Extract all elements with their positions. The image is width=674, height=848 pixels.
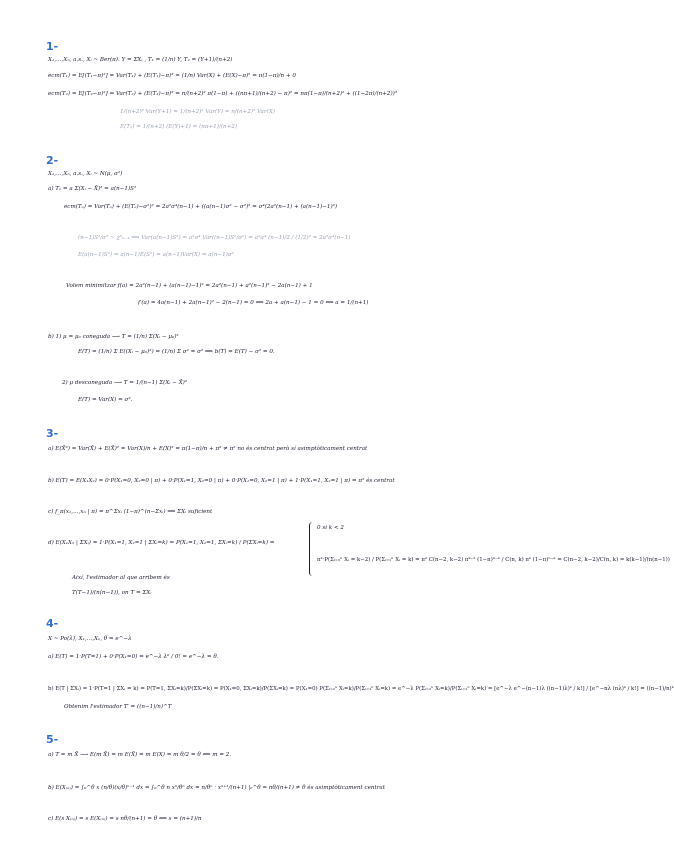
text-line: Obtenim l'estimador T′ = ((n−1)/n)^T bbox=[64, 704, 172, 710]
text-line: b) 1) μ = μ₀ coneguda ⟶ T = (1/n) Σ(Xᵢ − μ₀)² bbox=[48, 334, 179, 340]
text-line: d) E(X₁X₂ | ΣXᵢ) = 1·P(X₁=1, X₂=1 | ΣXᵢ=k) = P(X₁=1, X₂=1, ΣXᵢ=k) / P(ΣXᵢ=k) = bbox=[48, 540, 275, 546]
section-number: 4- bbox=[46, 617, 59, 630]
text-line: Volem minimitzar f(a) = 2a²(n−1) + (a(n−1)−1)² = 2a²(n−1) + a²(n−1)² − 2a(n−1) + 1 bbox=[66, 283, 313, 289]
text-line: 2) μ desconeguda ⟶ T = 1/(n−1) Σ(Xᵢ − X̄)² bbox=[62, 380, 188, 386]
text-line: E(T₂) = 1/(n+2) (E(Y)+1) = (nπ+1)/(n+2) bbox=[120, 124, 238, 130]
text-line: c) f_π(x₁,…,xₙ | π) = π^Σxᵢ (1−π)^(n−Σxᵢ) ⟹ ΣXᵢ suficient bbox=[48, 509, 213, 515]
text-line: ecm(T₂) = E[(T₂−π)²] = Var(T₂) + (E(T₂)−π)² = n/(n+2)² π(1−π) + ((nπ+1)/(n+2) − π)² = nπ(1−π)/(n+2)² + ((1−2π)/(n+2))² bbox=[48, 91, 398, 97]
text-line: a) Tₐ = a Σ(Xᵢ − X̄)² = a(n−1)S² bbox=[48, 186, 137, 192]
text-line: Així, l'estimador al que arribem és bbox=[72, 575, 170, 581]
text-line: 0 si k < 2 bbox=[317, 525, 344, 531]
section-number: 1- bbox=[46, 40, 59, 53]
text-line: E(a(n−1)S²) = a(n−1)E(S²) = a(n−1)Var(X) = a(n−1)σ² bbox=[78, 252, 234, 258]
text-line: a) T = m X̄ ⟶ E(m X̄) = m E(X̄) = m E(X) = m θ/2 = θ ⟺ m = 2. bbox=[48, 752, 232, 758]
text-line: ecm(Tₐ) = Var(Tₐ) + (E(Tₐ)−σ²)² = 2a²σ⁴(n−1) + ((a(n−1)σ² − σ²)² = σ⁴(2a²(n−1) + (a(n−1)−1)²) bbox=[64, 204, 338, 210]
text-line: T(T−1)/(n(n−1)), on T = ΣXᵢ bbox=[72, 590, 152, 596]
text-line: X₁,…,Xₙ, a.s., Xᵢ ~ Ber(π). Y = ΣXᵢ , T₁ = (1/n) Y, T₂ = (Y+1)/(n+2) bbox=[48, 57, 233, 63]
text-line: f′(a) = 4a(n−1) + 2a(n−1)² − 2(n−1) = 0 ⟺ 2a + a(n−1) − 1 = 0 ⟺ a = 1/(n+1) bbox=[138, 300, 369, 306]
section-number: 5- bbox=[46, 733, 59, 746]
text-line: a) E(T) = 1·P(T=1) + 0·P(X₁=0) = e^−λ λ⁰ / 0! = e^−λ = θ. bbox=[48, 654, 219, 660]
text-line: a) E(X̄²) = Var(X̄) + E(X̄)² = Var(X)/n + E(X)² = π(1−π)/n + π² ≠ π² no és centrat però sí asimptòticament centrat bbox=[48, 446, 368, 452]
text-line: X ~ Po(λ), X₁,…,Xₙ, θ = e^−λ bbox=[48, 636, 132, 642]
section-number: 3- bbox=[46, 427, 59, 440]
text-line: ecm(T₁) = E[(T₁−π)²] = Var(T₁) + (E(T₁)−π)² = (1/n) Var(X) + (E(X)−π)² = π(1−π)/n + 0 bbox=[48, 73, 296, 79]
text-line: b) E(T | ΣXᵢ) = 1·P(T=1 | ΣXᵢ = k) = P(T=1, ΣXᵢ=k)/P(ΣXᵢ=k) = P(X₁=0, ΣXᵢ=k)/P(ΣXᵢ=k) = P(X₁=0) P(Σᵢ₌₂ⁿ Xᵢ=k)/P(Σᵢ₌₁ⁿ Xᵢ=k) = e^−λ P(Σᵢ₌₂ⁿ Xᵢ=k)/P(Σᵢ₌₁ⁿ Xᵢ=k) = [e^−λ e^−(n−1)λ ((n−1)λ)ᵏ / k!] / [e^−nλ (nλ)ᵏ / k!] = ((n−1)/n)ᵏ bbox=[48, 686, 674, 692]
text-line: b) E(T) = E(X₁X₂) = 0·P(X₁=0, X₂=0 | π) + 0·P(X₁=1, X₂=0 | π) + 0·P(X₁=0, X₂=1 | π) + 1·P(X₁=1, X₂=1 | π) = π² és centrat bbox=[48, 478, 395, 484]
text-line: b) E(X₍ₙ₎) = ∫₀^θ x (n/θ)(x/θ)ⁿ⁻¹ dx = ∫₀^θ n xⁿ/θⁿ dx = n/θⁿ · xⁿ⁺¹/(n+1) |₀^θ = nθ/(n+1) ≠ θ és asimptòticament centrat bbox=[48, 785, 386, 791]
text-line: X₁,…,Xₙ, a.s., Xᵢ ~ N(μ, σ²) bbox=[48, 171, 123, 177]
section-number: 2- bbox=[46, 154, 59, 167]
piecewise-brace bbox=[309, 522, 316, 576]
text-line: π²·P(Σᵢ₌₃ⁿ Xᵢ = k−2) / P(Σᵢ₌₁ⁿ Xᵢ = k) = π² C(n−2, k−2) πᵏ⁻² (1−π)ⁿ⁻ᵏ / C(n, k) πᵏ (1−π)ⁿ⁻ᵏ = C(n−2, k−2)/C(n, k) = k(k−1)/(n(n−1)) bbox=[317, 557, 670, 563]
text-line: E(T) = (1/n) Σ E((Xᵢ − μ₀)²) = (1/n) Σ σ² = σ² ⟹ b(T) = E(T) − σ² = 0. bbox=[78, 349, 275, 355]
text-line: c) E(s X₍ₙ₎) = s E(X₍ₙ₎) = s nθ/(n+1) = θ ⟺ s = (n+1)/n bbox=[48, 816, 202, 822]
text-line: (n−1)S²/σ² ~ χ²ₙ₋₁ ⟹ Var(a(n−1)S²) = a²σ⁴ Var((n−1)S²/σ²) = a²σ⁴ (n−1)/2 / (1/2)² = 2a²σ⁴(n−1) bbox=[78, 235, 351, 241]
text-line: E(T) = Var(X) = σ². bbox=[78, 397, 133, 403]
text-line: 1/(n+2)² Var(Y+1) = 1/(n+2)² Var(Y) = n/(n+2)² Var(X) bbox=[120, 109, 275, 115]
